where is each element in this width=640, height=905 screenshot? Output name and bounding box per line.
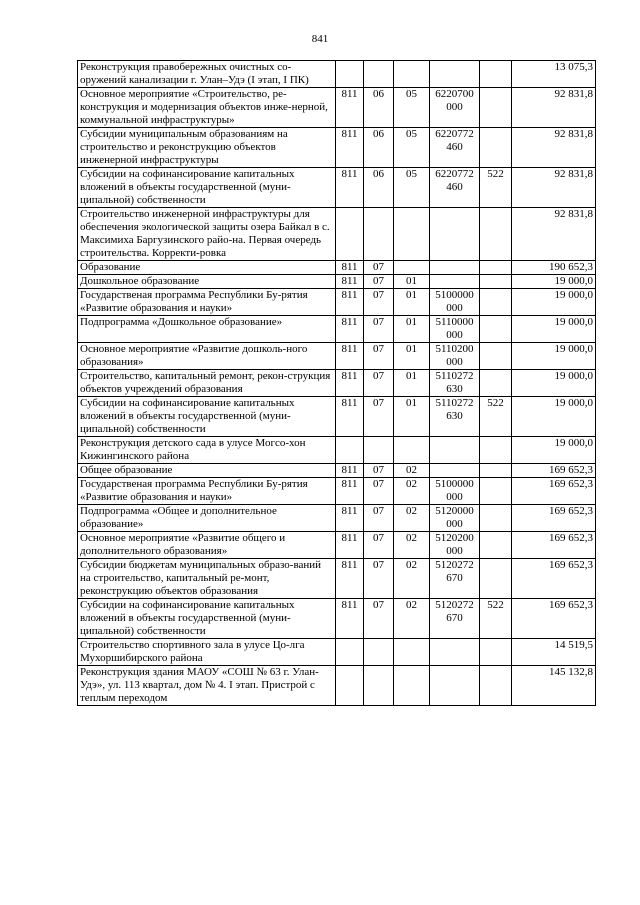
grbs-code: 811 bbox=[336, 397, 364, 437]
section-code bbox=[364, 61, 394, 88]
table-row bbox=[78, 261, 596, 275]
table-row bbox=[78, 316, 596, 343]
expense-type-code bbox=[480, 261, 512, 275]
subsection-code: 05 bbox=[394, 88, 430, 128]
table-row bbox=[78, 168, 596, 208]
item-name: Реконструкция детского сада в улусе Могсо-хон Кижингинского района bbox=[78, 437, 336, 464]
amount: 19 000,0 bbox=[512, 370, 596, 397]
subsection-code bbox=[394, 639, 430, 666]
subsection-code: 01 bbox=[394, 316, 430, 343]
target-article-code: 5100000 000 bbox=[430, 289, 480, 316]
item-name: Субсидии бюджетам муниципальных образо-ваний на строительство, капитальный ре-монт, реконструкцию объектов образования bbox=[78, 559, 336, 599]
expense-type-code bbox=[480, 666, 512, 706]
expense-type-code bbox=[480, 437, 512, 464]
grbs-code: 811 bbox=[336, 532, 364, 559]
expense-type-code bbox=[480, 208, 512, 261]
expense-type-code bbox=[480, 128, 512, 168]
amount: 19 000,0 bbox=[512, 275, 596, 289]
table-row bbox=[78, 532, 596, 559]
table-row bbox=[78, 666, 596, 706]
table-row bbox=[78, 343, 596, 370]
target-article-code: 5110272 630 bbox=[430, 397, 480, 437]
subsection-code: 01 bbox=[394, 397, 430, 437]
section-code: 07 bbox=[364, 261, 394, 275]
target-article-code: 5120272 670 bbox=[430, 599, 480, 639]
grbs-code bbox=[336, 208, 364, 261]
table-row bbox=[78, 370, 596, 397]
section-code: 07 bbox=[364, 316, 394, 343]
item-name: Строительство спортивного зала в улусе Цо-лга Мухоршибирского района bbox=[78, 639, 336, 666]
expense-type-code bbox=[480, 316, 512, 343]
amount: 92 831,8 bbox=[512, 168, 596, 208]
amount: 19 000,0 bbox=[512, 437, 596, 464]
expense-type-code bbox=[480, 464, 512, 478]
grbs-code: 811 bbox=[336, 261, 364, 275]
section-code: 07 bbox=[364, 370, 394, 397]
amount: 19 000,0 bbox=[512, 397, 596, 437]
expense-type-code bbox=[480, 478, 512, 505]
item-name: Основное мероприятие «Развитие общего и дополнительного образования» bbox=[78, 532, 336, 559]
expense-type-code bbox=[480, 370, 512, 397]
item-name: Строительство инженерной инфраструктуры для обеспечения экологической защиты озера Байкал в с. Максимиха Баргузинского райо-на. Первая очередь строительства. Корректи-ровка bbox=[78, 208, 336, 261]
grbs-code: 811 bbox=[336, 599, 364, 639]
table-row bbox=[78, 559, 596, 599]
grbs-code: 811 bbox=[336, 478, 364, 505]
section-code bbox=[364, 208, 394, 261]
amount: 145 132,8 bbox=[512, 666, 596, 706]
subsection-code: 01 bbox=[394, 275, 430, 289]
grbs-code bbox=[336, 639, 364, 666]
target-article-code: 6220700 000 bbox=[430, 88, 480, 128]
expense-type-code: 522 bbox=[480, 599, 512, 639]
subsection-code: 02 bbox=[394, 559, 430, 599]
table-row bbox=[78, 128, 596, 168]
section-code bbox=[364, 639, 394, 666]
grbs-code: 811 bbox=[336, 128, 364, 168]
expense-type-code bbox=[480, 289, 512, 316]
amount: 92 831,8 bbox=[512, 208, 596, 261]
subsection-code: 02 bbox=[394, 599, 430, 639]
amount: 169 652,3 bbox=[512, 478, 596, 505]
item-name: Реконструкция здания МАОУ «СОШ № 63 г. Улан-Удэ», ул. 113 квартал, дом № 4. I этап. Пристрой с теплым переходом bbox=[78, 666, 336, 706]
subsection-code: 02 bbox=[394, 532, 430, 559]
expense-type-code bbox=[480, 88, 512, 128]
table-row bbox=[78, 88, 596, 128]
expense-type-code bbox=[480, 275, 512, 289]
table-row bbox=[78, 208, 596, 261]
target-article-code bbox=[430, 208, 480, 261]
subsection-code bbox=[394, 666, 430, 706]
subsection-code bbox=[394, 261, 430, 275]
amount: 169 652,3 bbox=[512, 559, 596, 599]
table-row bbox=[78, 464, 596, 478]
section-code bbox=[364, 666, 394, 706]
item-name: Общее образование bbox=[78, 464, 336, 478]
section-code: 06 bbox=[364, 168, 394, 208]
grbs-code: 811 bbox=[336, 316, 364, 343]
section-code: 07 bbox=[364, 532, 394, 559]
grbs-code: 811 bbox=[336, 505, 364, 532]
table-row bbox=[78, 437, 596, 464]
target-article-code: 5120272 670 bbox=[430, 559, 480, 599]
target-article-code: 5120200 000 bbox=[430, 532, 480, 559]
expense-type-code: 522 bbox=[480, 397, 512, 437]
item-name: Государственая программа Республики Бу-рятия «Развитие образования и науки» bbox=[78, 289, 336, 316]
subsection-code: 02 bbox=[394, 464, 430, 478]
table-row bbox=[78, 639, 596, 666]
expense-type-code bbox=[480, 639, 512, 666]
item-name: Субсидии на софинансирование капитальных вложений в объекты государственной (муни-ципальной) собственности bbox=[78, 599, 336, 639]
table-row bbox=[78, 275, 596, 289]
expense-type-code: 522 bbox=[480, 168, 512, 208]
target-article-code: 5110200 000 bbox=[430, 343, 480, 370]
item-name: Дошкольное образование bbox=[78, 275, 336, 289]
section-code: 07 bbox=[364, 289, 394, 316]
amount: 169 652,3 bbox=[512, 505, 596, 532]
table-row bbox=[78, 61, 596, 88]
item-name: Основное мероприятие «Развитие дошколь-ного образования» bbox=[78, 343, 336, 370]
subsection-code: 02 bbox=[394, 478, 430, 505]
target-article-code bbox=[430, 464, 480, 478]
section-code: 07 bbox=[364, 478, 394, 505]
item-name: Реконструкция правобережных очистных со-оружений канализации г. Улан–Удэ (I этап, I ПК) bbox=[78, 61, 336, 88]
grbs-code: 811 bbox=[336, 289, 364, 316]
target-article-code bbox=[430, 639, 480, 666]
target-article-code bbox=[430, 437, 480, 464]
subsection-code: 01 bbox=[394, 370, 430, 397]
target-article-code: 5110000 000 bbox=[430, 316, 480, 343]
grbs-code: 811 bbox=[336, 275, 364, 289]
target-article-code: 5100000 000 bbox=[430, 478, 480, 505]
amount: 14 519,5 bbox=[512, 639, 596, 666]
amount: 13 075,3 bbox=[512, 61, 596, 88]
grbs-code: 811 bbox=[336, 88, 364, 128]
grbs-code: 811 bbox=[336, 168, 364, 208]
target-article-code bbox=[430, 261, 480, 275]
table-row bbox=[78, 397, 596, 437]
section-code: 07 bbox=[364, 275, 394, 289]
table-row bbox=[78, 599, 596, 639]
expense-type-code bbox=[480, 343, 512, 370]
budget-table-body bbox=[78, 61, 596, 706]
grbs-code: 811 bbox=[336, 370, 364, 397]
table-row bbox=[78, 505, 596, 532]
item-name: Субсидии муниципальным образованиям на строительство и реконструкцию объектов инженерной инфраструктуры bbox=[78, 128, 336, 168]
expense-type-code bbox=[480, 559, 512, 599]
item-name: Образование bbox=[78, 261, 336, 275]
amount: 92 831,8 bbox=[512, 128, 596, 168]
section-code: 06 bbox=[364, 88, 394, 128]
section-code: 07 bbox=[364, 559, 394, 599]
item-name: Основное мероприятие «Строительство, ре-конструкция и модернизация объектов инже-нерной, коммунальной инфраструктуры» bbox=[78, 88, 336, 128]
grbs-code: 811 bbox=[336, 464, 364, 478]
item-name: Субсидии на софинансирование капитальных вложений в объекты государственной (муни-ципальной) собственности bbox=[78, 397, 336, 437]
subsection-code bbox=[394, 208, 430, 261]
amount: 92 831,8 bbox=[512, 88, 596, 128]
item-name: Подпрограмма «Дошкольное образование» bbox=[78, 316, 336, 343]
section-code: 07 bbox=[364, 464, 394, 478]
budget-table bbox=[77, 60, 596, 706]
section-code: 07 bbox=[364, 343, 394, 370]
target-article-code bbox=[430, 61, 480, 88]
grbs-code bbox=[336, 666, 364, 706]
amount: 169 652,3 bbox=[512, 532, 596, 559]
grbs-code: 811 bbox=[336, 559, 364, 599]
expense-type-code bbox=[480, 61, 512, 88]
item-name: Строительство, капитальный ремонт, рекон-струкция объектов учреждений образования bbox=[78, 370, 336, 397]
amount: 190 652,3 bbox=[512, 261, 596, 275]
subsection-code: 01 bbox=[394, 289, 430, 316]
amount: 19 000,0 bbox=[512, 343, 596, 370]
section-code: 06 bbox=[364, 128, 394, 168]
target-article-code: 6220772 460 bbox=[430, 168, 480, 208]
page-number: 841 bbox=[311, 33, 329, 45]
grbs-code bbox=[336, 437, 364, 464]
section-code: 07 bbox=[364, 397, 394, 437]
target-article-code: 5110272 630 bbox=[430, 370, 480, 397]
subsection-code: 05 bbox=[394, 128, 430, 168]
target-article-code bbox=[430, 666, 480, 706]
item-name: Подпрограмма «Общее и дополнительное образование» bbox=[78, 505, 336, 532]
table-row bbox=[78, 478, 596, 505]
target-article-code: 5120000 000 bbox=[430, 505, 480, 532]
subsection-code: 02 bbox=[394, 505, 430, 532]
amount: 169 652,3 bbox=[512, 464, 596, 478]
expense-type-code bbox=[480, 505, 512, 532]
table-row bbox=[78, 289, 596, 316]
subsection-code bbox=[394, 437, 430, 464]
item-name: Государственая программа Республики Бу-рятия «Развитие образования и науки» bbox=[78, 478, 336, 505]
subsection-code: 05 bbox=[394, 168, 430, 208]
amount: 19 000,0 bbox=[512, 289, 596, 316]
grbs-code bbox=[336, 61, 364, 88]
expense-type-code bbox=[480, 532, 512, 559]
amount: 169 652,3 bbox=[512, 599, 596, 639]
target-article-code: 6220772 460 bbox=[430, 128, 480, 168]
section-code: 07 bbox=[364, 599, 394, 639]
amount: 19 000,0 bbox=[512, 316, 596, 343]
section-code: 07 bbox=[364, 505, 394, 532]
section-code bbox=[364, 437, 394, 464]
item-name: Субсидии на софинансирование капитальных вложений в объекты государственной (муни-ципальной) собственности bbox=[78, 168, 336, 208]
subsection-code: 01 bbox=[394, 343, 430, 370]
target-article-code bbox=[430, 275, 480, 289]
grbs-code: 811 bbox=[336, 343, 364, 370]
subsection-code bbox=[394, 61, 430, 88]
